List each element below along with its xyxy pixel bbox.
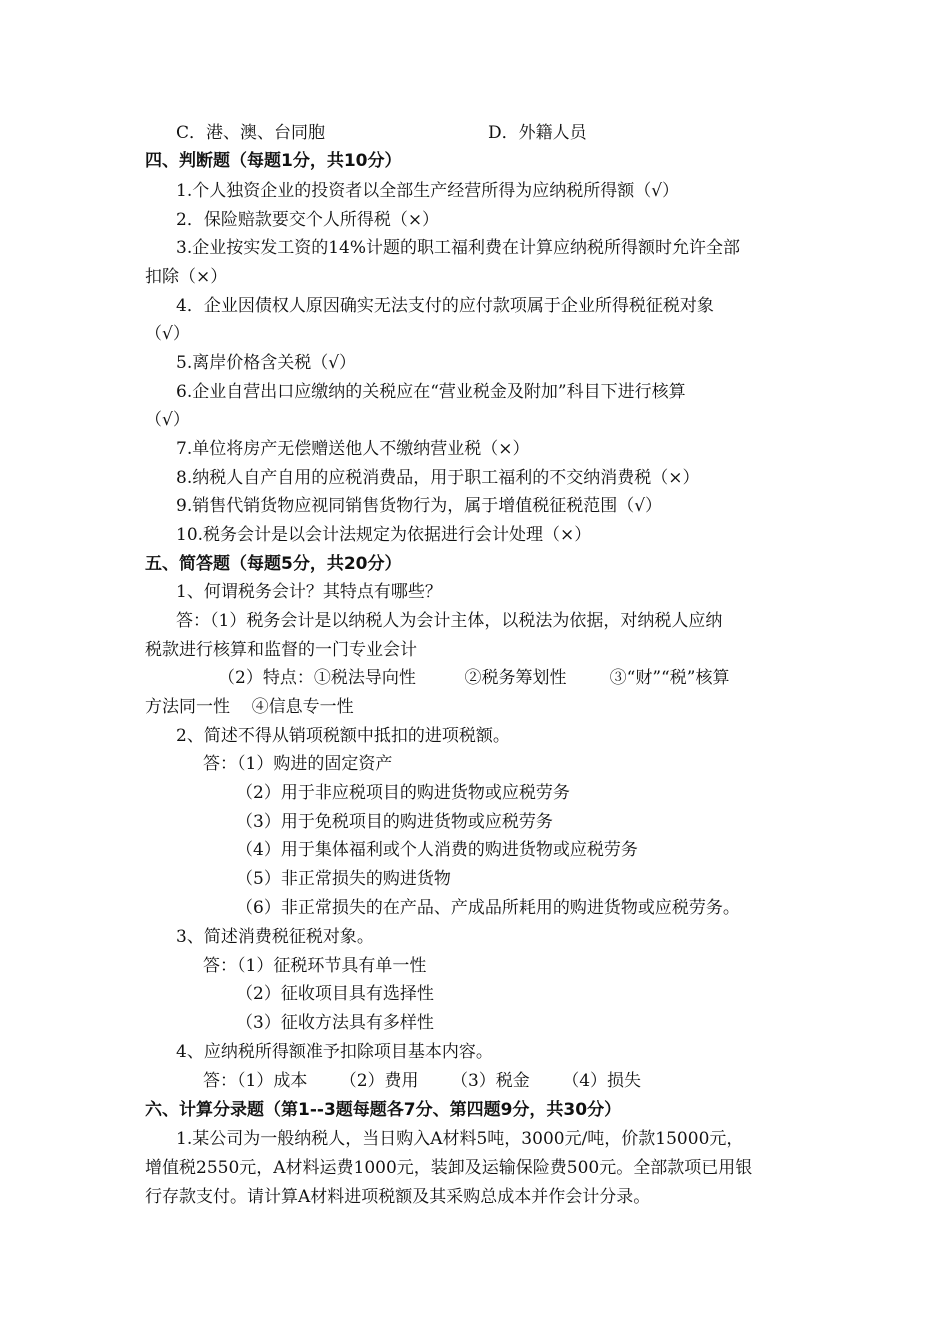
sa-question-1: 1、何谓税务会计？其特点有哪些？ bbox=[176, 582, 442, 602]
sa-answer-3-item-2: （2）征收项目具有选择性 bbox=[236, 984, 434, 1004]
tf-item-4-cont: （√） bbox=[145, 324, 190, 344]
tf-item-9: 9.销售代销货物应视同销售货物行为，属于增值税征税范围（√） bbox=[176, 496, 663, 516]
tf-item-6-cont: （√） bbox=[145, 410, 190, 430]
sa-answer-3-item-1: 答：（1）征税环节具有单一性 bbox=[203, 956, 427, 976]
sa-answer-2-item-2: （2）用于非应税项目的购进货物或应税劳务 bbox=[236, 783, 570, 803]
tf-item-5: 5.离岸价格含关税（√） bbox=[176, 353, 357, 373]
tf-item-6: 6.企业自营出口应缴纳的关税应在“营业税金及附加”科目下进行核算 bbox=[176, 382, 686, 402]
sa-answer-2-item-5: （5）非正常损失的购进货物 bbox=[236, 869, 451, 889]
calc-question-1-line-1: 1.某公司为一般纳税人，当日购入A材料5吨，3000元/吨，价款15000元， bbox=[176, 1129, 744, 1149]
sa-answer-1-line-1: 答：（1）税务会计是以纳税人为会计主体，以税法为依据，对纳税人应纳 bbox=[176, 611, 723, 631]
sa-answer-1-line-4: 方法同一性 ④信息专一性 bbox=[145, 697, 354, 717]
sa-question-2: 2、简述不得从销项税额中抵扣的进项税额。 bbox=[176, 726, 510, 746]
sa-answer-4: 答：（1）成本 （2）费用 （3）税金 （4）损失 bbox=[203, 1071, 642, 1091]
calc-question-1-line-2: 增值税2550元，A材料运费1000元，装卸及运输保险费500元。全部款项已用银 bbox=[145, 1158, 753, 1178]
option-c: C．港、澳、台同胞 bbox=[176, 123, 326, 143]
tf-item-1: 1.个人独资企业的投资者以全部生产经营所得为应纳税所得额（√） bbox=[176, 181, 680, 201]
sa-answer-2-item-3: （3）用于免税项目的购进货物或应税劳务 bbox=[236, 812, 553, 832]
sa-answer-2-item-4: （4）用于集体福利或个人消费的购进货物或应税劳务 bbox=[236, 840, 638, 860]
tf-item-2: 2．保险赔款要交个人所得税（×） bbox=[176, 210, 440, 230]
tf-item-7: 7.单位将房产无偿赠送他人不缴纳营业税（×） bbox=[176, 439, 530, 459]
sa-answer-1-line-3: （2）特点：①税法导向性 ②税务筹划性 ③“财”“税”核算 bbox=[218, 668, 730, 688]
tf-item-3: 3.企业按实发工资的14%计题的职工福利费在计算应纳税所得额时允许全部 bbox=[176, 238, 741, 258]
option-d: D．外籍人员 bbox=[488, 123, 587, 143]
section-heading-short-answer: 五、简答题（每题5分，共20分） bbox=[145, 554, 402, 574]
sa-answer-2-item-6: （6）非正常损失的在产品、产成品所耗用的购进货物或应税劳务。 bbox=[236, 898, 740, 918]
tf-item-10: 10.税务会计是以会计法规定为依据进行会计处理（×） bbox=[176, 525, 592, 545]
tf-item-4: 4．企业因债权人原因确实无法支付的应付款项属于企业所得税征税对象 bbox=[176, 296, 714, 316]
sa-answer-1-line-2: 税款进行核算和监督的一门专业会计 bbox=[145, 640, 417, 660]
sa-question-4: 4、应纳税所得额准予扣除项目基本内容。 bbox=[176, 1042, 493, 1062]
calc-question-1-line-3: 行存款支付。请计算A材料进项税额及其采购总成本并作会计分录。 bbox=[145, 1187, 651, 1207]
sa-question-3: 3、简述消费税征税对象。 bbox=[176, 927, 374, 947]
section-heading-calculation: 六、计算分录题（第1--3题每题各7分、第四题9分，共30分） bbox=[145, 1100, 622, 1120]
tf-item-8: 8.纳税人自产自用的应税消费品，用于职工福利的不交纳消费税（×） bbox=[176, 468, 700, 488]
sa-answer-2-item-1: 答：（1）购进的固定资产 bbox=[203, 754, 393, 774]
tf-item-3-cont: 扣除（×） bbox=[145, 267, 228, 287]
section-heading-true-false: 四、判断题（每题1分，共10分） bbox=[145, 151, 402, 171]
sa-answer-3-item-3: （3）征收方法具有多样性 bbox=[236, 1013, 434, 1033]
